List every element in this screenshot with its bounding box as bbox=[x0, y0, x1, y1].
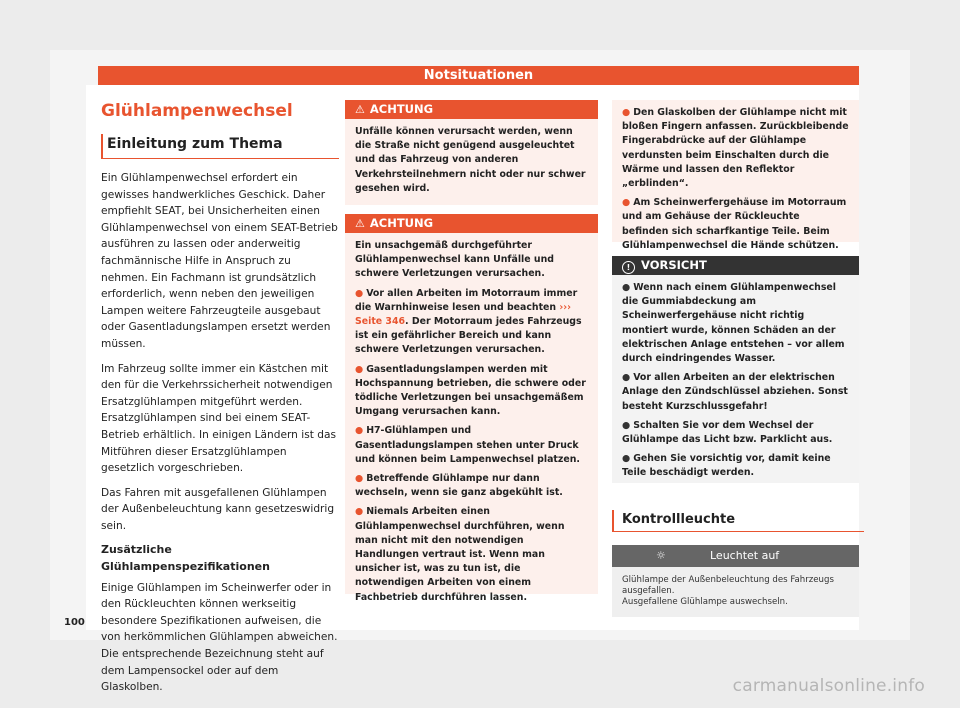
warning-box-bulb-change bbox=[345, 214, 598, 603]
warning-triangle-icon: ⚠ bbox=[355, 217, 365, 230]
warning-header bbox=[345, 100, 598, 119]
warning-bullet: ● Den Glaskolben der Glühlampe nicht mit bloßen Fingern anfassen. Zurückbleibende Fingerabdrücke auf der Glühlampe verdunsten beim Einschalten durch die Wärme und lassen den Reflektor „erblinden“. bbox=[622, 107, 849, 190]
warning-bullet: ● Am Scheinwerfergehäuse im Motorraum und am Gehäuse der Rückleuchte befinden sich scharfkantige Teile. Beim Glühlampenwechsel die Hände schützen. bbox=[622, 197, 847, 251]
legal-paragraph: Das Fahren mit ausgefallenen Glühlampen der Außenbeleuchtung kann gesetzeswidrig sein. bbox=[101, 486, 335, 532]
left-column bbox=[101, 100, 339, 704]
section-title: Glühlampenwechsel bbox=[101, 101, 293, 121]
info-circle-icon: ! bbox=[622, 261, 635, 274]
page-link[interactable]: ››› Seite 346 bbox=[355, 301, 571, 328]
caution-bullet: ● Gehen Sie vorsichtig vor, damit keine Teile beschädigt werden. bbox=[622, 453, 831, 479]
warning-bullet: ● Betreffende Glühlampe nur dann wechseln, wenn sie ganz abgekühlt ist. bbox=[355, 473, 563, 499]
caution-bullet: ● Wenn nach einem Glühlampenwechsel die Gummiabdeckung am Scheinwerfergehäuse nicht richtig montiert wurde, können Schäden an der elektrischen Anlage entstehen – vor allem durch eindringendes Wasser. bbox=[622, 282, 845, 365]
page-number: 100 bbox=[64, 617, 85, 628]
warning-header bbox=[345, 214, 598, 233]
warning-box-continued bbox=[612, 100, 859, 251]
warning-body bbox=[612, 100, 859, 266]
warning-body bbox=[345, 233, 598, 618]
caution-box bbox=[612, 256, 859, 483]
warning-box-accidents bbox=[345, 100, 598, 205]
spec-heading: Zusätzliche Glühlampenspezifikationen bbox=[101, 543, 270, 574]
spare-bulbs-paragraph: Im Fahrzeug sollte immer ein Kästchen mit den für die Verkehrssicherheit notwendigen Ersatzglühlampen mitgeführt werden. Ersatzglühlampen sind bei einem SEAT-Betrieb erhältlich. In einigen Ländern ist das Mitführen dieser Ersatzglühlampen gesetzlich vorgeschrieben. bbox=[101, 362, 336, 475]
warning-text: Unfälle können verursacht werden, wenn die Straße nicht genügend ausgeleuchtet und das Fahrzeug von anderen Verkehrsteilnehmern nicht oder nur schwer gesehen wird. bbox=[355, 126, 586, 194]
warning-bullet: ● Vor allen Arbeiten im Motorraum immer die Warnhinweise lesen und beachten ››› Seite 346. Der Motorraum jedes Fahrzeugs ist ein gefährlicher Bereich und kann schwere Verletzungen verursachen. bbox=[355, 287, 582, 356]
bulb-sun-icon: ☼ bbox=[656, 549, 666, 562]
warning-bullet: ● Niemals Arbeiten einen Glühlampenwechsel durchführen, wenn man nicht mit den notwendigen Handlungen vertraut ist. Wenn man unsicher ist, was zu tun ist, die notwendigen Arbeiten von einem Fachbetrieb durchführen lassen. bbox=[355, 506, 565, 603]
caution-label: VORSICHT bbox=[641, 258, 707, 272]
warning-triangle-icon: ⚠ bbox=[355, 103, 365, 116]
warning-body bbox=[345, 119, 598, 209]
warning-bullet: ● H7-Glühlampen und Gasentladungslampen stehen unter Druck und können beim Lampenwechsel platzen. bbox=[355, 425, 580, 465]
watermark: carmanualsonline.info bbox=[732, 676, 925, 696]
intro-paragraph: Ein Glühlampenwechsel erfordert ein gewisses handwerkliches Geschick. Daher empfiehlt SEAT, bei Unsicherheiten einen Glühlampenwechsel von einem SEAT-Betrieb ausführen zu lassen oder anderweitig fachmännische Hilfe in Anspruch zu nehmen. Ein Fachmann ist grundsätzlich erforderlich, wenn neben den jeweiligen Lampen weitere Fahrzeugteile ausgebaut oder Gasentladungslampen ersetzt werden müssen. bbox=[101, 172, 338, 350]
lamp-description bbox=[612, 567, 859, 617]
spec-paragraph: Einige Glühlampen im Scheinwerfer oder in den Rückleuchten können werkseitig besondere Spezifikationen aufweisen, die von herkömmlichen Glühlampen abweichen. Die entsprechende Bezeichnung steht auf dem Lampensockel oder auf dem Glaskolben. bbox=[101, 581, 338, 694]
subsection-title: Einleitung zum Thema bbox=[101, 134, 339, 159]
lamp-header bbox=[612, 545, 859, 567]
caution-bullet: ● Schalten Sie vor dem Wechsel der Glühlampe das Licht bzw. Parklicht aus. bbox=[622, 419, 833, 446]
caution-bullet: ● Vor allen Arbeiten an der elektrischen Anlage den Zündschlüssel abziehen. Sonst besteht Kurzschlussgefahr! bbox=[622, 372, 848, 412]
warning-label: ACHTUNG bbox=[369, 216, 434, 230]
lamp-line: Ausgefallene Glühlampe auswechseln. bbox=[622, 597, 788, 608]
chapter-header: Notsituationen bbox=[98, 66, 859, 85]
warning-label: ACHTUNG bbox=[369, 102, 434, 116]
caution-body bbox=[612, 275, 859, 492]
warning-bullet: ● Gasentladungslampen werden mit Hochspannung betrieben, die schwere oder tödliche Verletzungen bei unsachgemäßem Umgang verursachen kann. bbox=[355, 363, 586, 418]
lamp-label: Leuchtet auf bbox=[710, 549, 780, 562]
kontrollleuchte-title: Kontrollleuchte bbox=[612, 510, 864, 532]
caution-header bbox=[612, 256, 859, 275]
lamp-line: Glühlampe der Außenbeleuchtung des Fahrzeugs bbox=[622, 575, 834, 585]
warning-intro: Ein unsachgemäß durchgeführter Glühlampenwechsel kann Unfälle und schwere Verletzungen verursachen. bbox=[355, 240, 554, 280]
lamp-line: ausgefallen. bbox=[622, 586, 675, 597]
